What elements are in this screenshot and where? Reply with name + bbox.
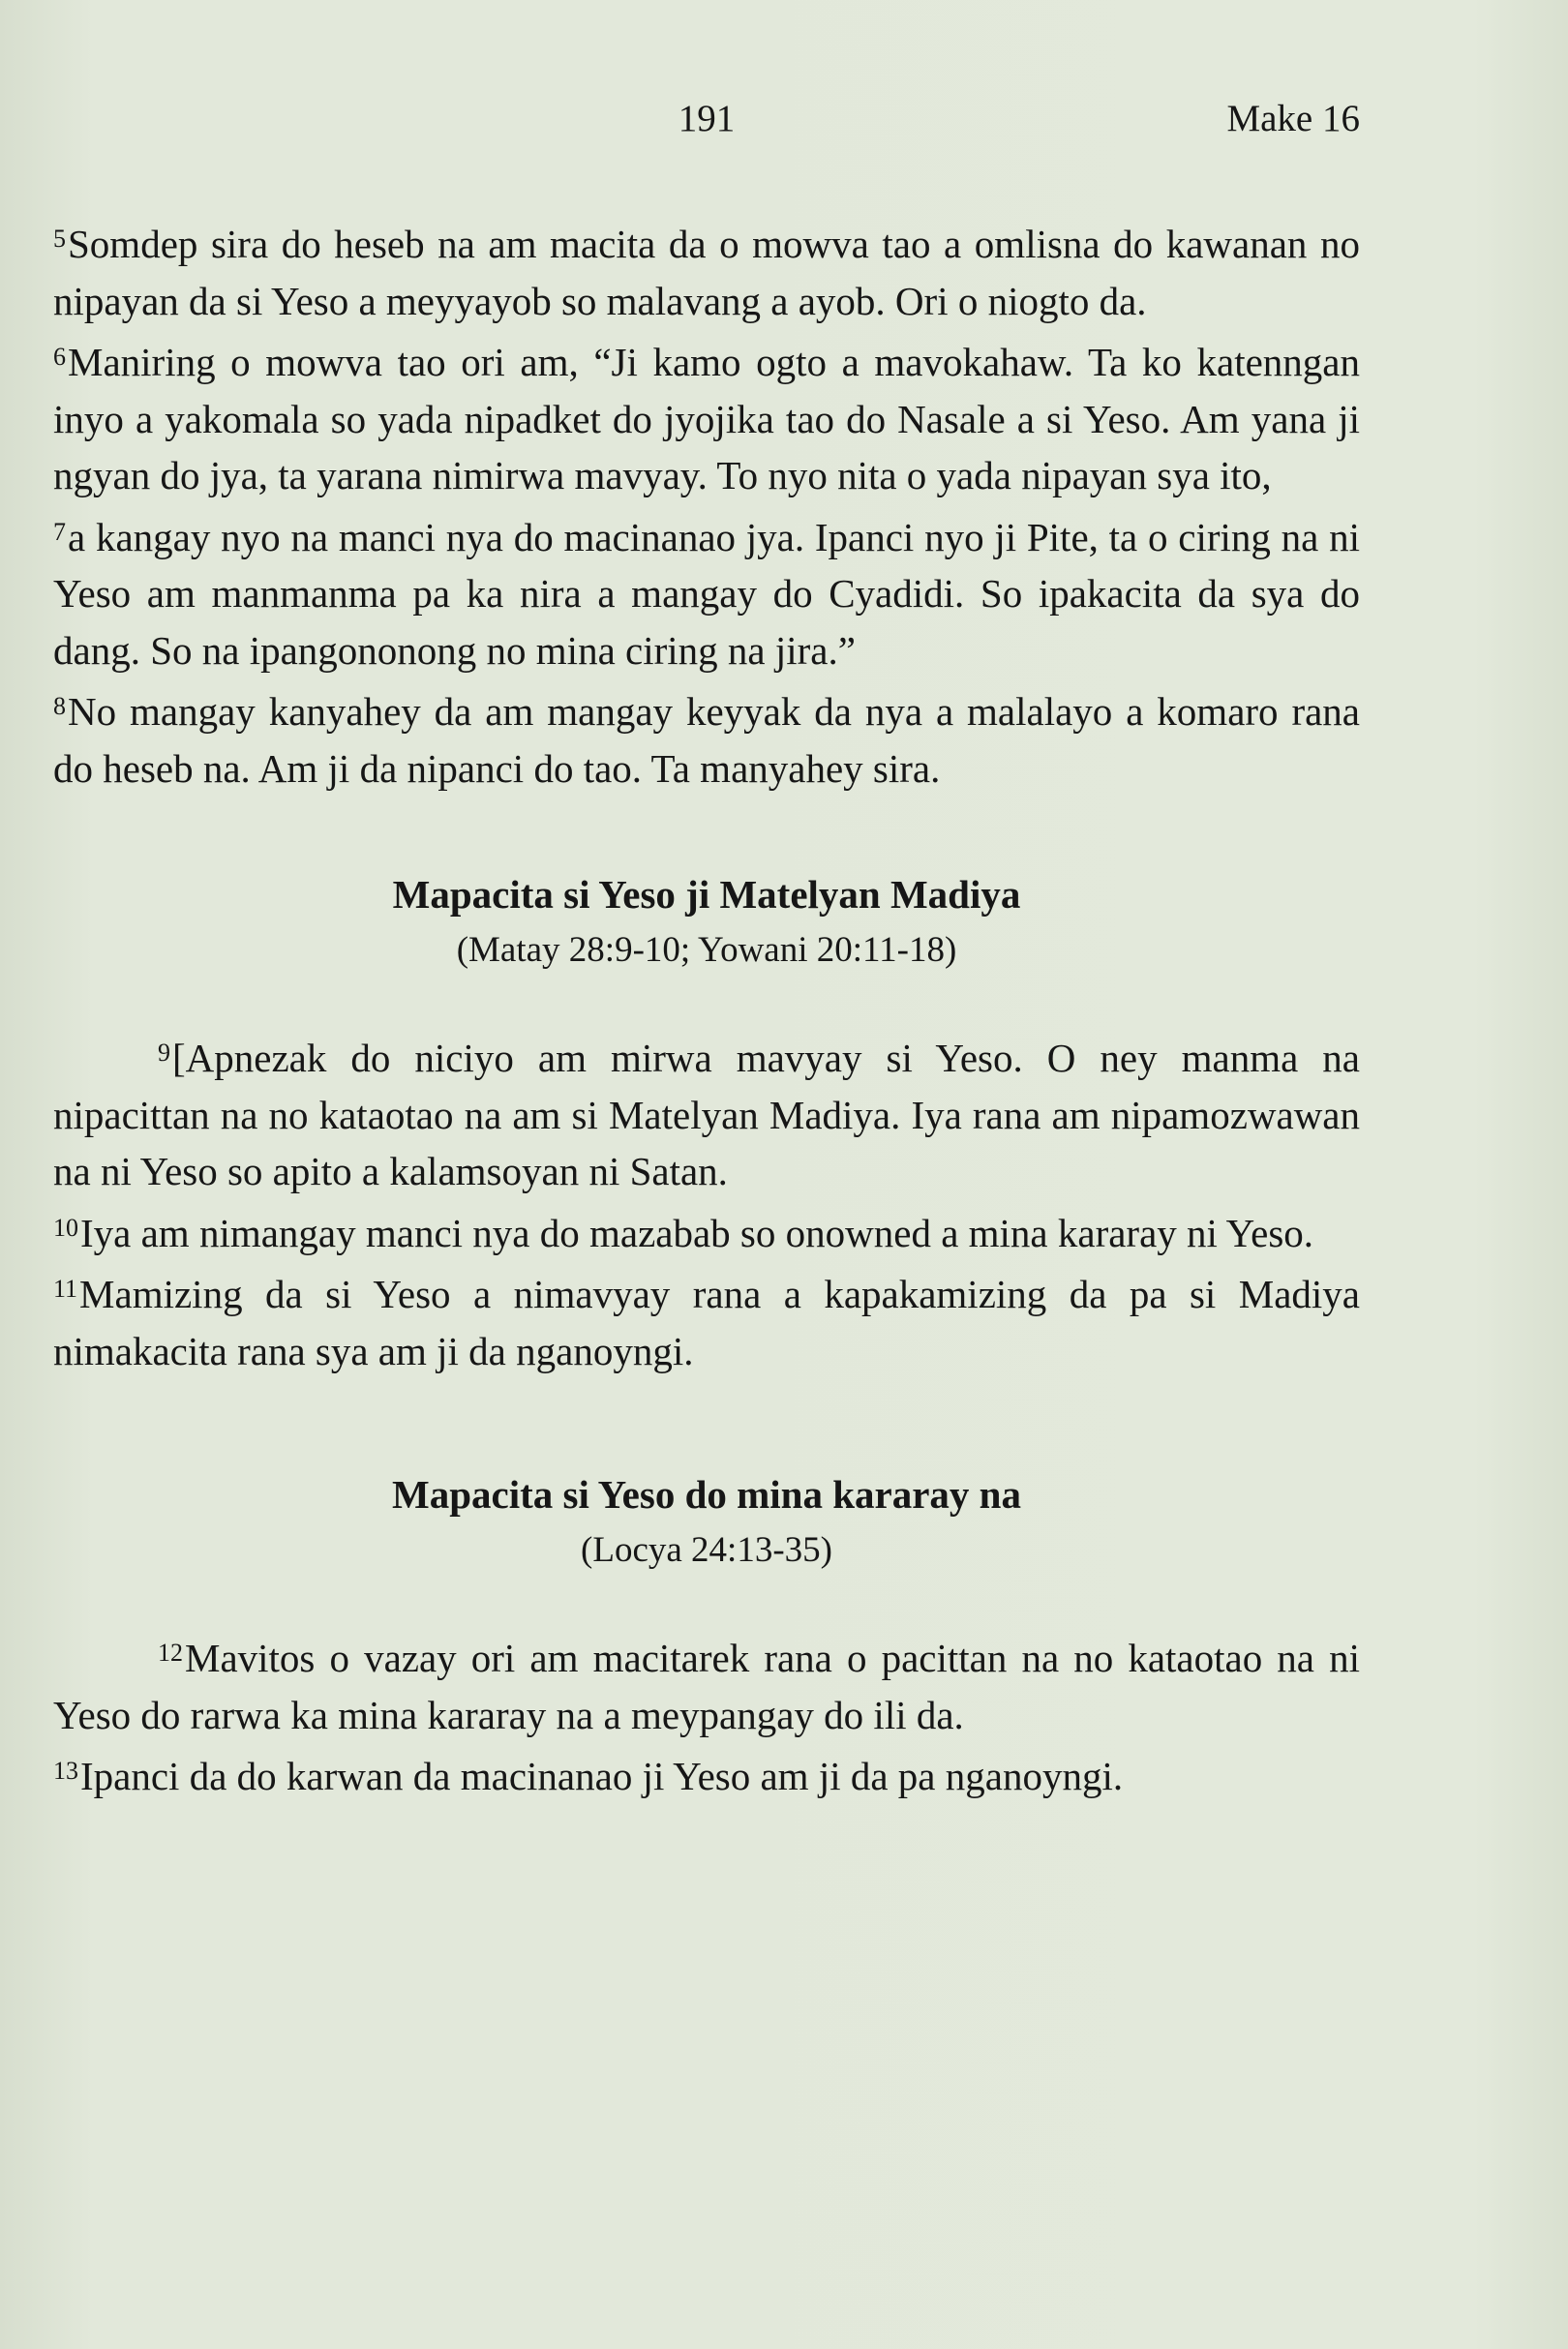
section-reference: (Locya 24:13-35): [581, 1530, 832, 1570]
verse-6: [53, 329, 1360, 504]
verse-8: [53, 678, 1360, 797]
verse-9: [53, 1025, 1360, 1200]
verse-text: Mavitos o vazay ori am macitarek rana o pacittan na no kataotao na ni Yeso do rarwa ka mina kararay na a meypangay do ili da.: [53, 1636, 1360, 1737]
verse-text: a kangay nyo na manci nya do macinanao jya. Ipanci nyo ji Pite, ta o ciring na ni Yeso am manmanma pa ka nira a mangay do Cyadidi. So ipakacita da sya do dang. So na ipangononong no mina ciring na jira.”: [53, 514, 1360, 673]
verse-number: 7: [53, 517, 66, 546]
verse-text: Ipanci da do karwan da macinanao ji Yeso am ji da pa nganoyngi.: [80, 1754, 1124, 1798]
page-number: 191: [678, 98, 736, 139]
chapter-text: [53, 211, 1360, 1805]
verse-number: 9: [158, 1039, 170, 1067]
section-reference: (Matay 28:9-10; Yowani 20:11-18): [456, 930, 957, 970]
verse-text: No mangay kanyahey da am mangay keyyak da nya a malalayo a komaro rana do heseb na. Am ji da nipanci do tao. Ta manyahey sira.: [53, 689, 1360, 791]
verse-number: 12: [158, 1639, 183, 1667]
verse-number: 5: [53, 225, 66, 253]
verse-text: Iya am nimangay manci nya do mazabab so onowned a mina kararay ni Yeso.: [80, 1210, 1314, 1255]
verse-10: [53, 1200, 1360, 1262]
section-heading: Mapacita si Yeso do mina kararay na: [392, 1472, 1021, 1517]
verse-number: 11: [53, 1275, 78, 1303]
section-heading: Mapacita si Yeso ji Matelyan Madiya: [392, 872, 1021, 917]
verse-text: [Apnezak do niciyo am mirwa mavyay si Yeso. O ney manma na nipacittan na no kataotao na am si Matelyan Madiya. Iya rana am nipamozwawan na ni Yeso so apito a kalamsoyan ni Satan.: [53, 1036, 1360, 1193]
verse-number: 8: [53, 692, 66, 720]
verse-text: Somdep sira do heseb na am macita da o mowva tao a omlisna do kawanan no nipayan da si Yeso a meyyayob so malavang a ayob. Ori o niogto da.: [53, 222, 1360, 323]
verse-number: 10: [53, 1213, 78, 1242]
page-header: [53, 97, 1360, 155]
verse-7: [53, 504, 1360, 679]
verse-number: 6: [53, 343, 66, 371]
verse-11: [53, 1261, 1360, 1379]
running-head: Make 16: [1226, 98, 1360, 139]
verse-number: 13: [53, 1757, 78, 1785]
verse-13: [53, 1743, 1360, 1805]
verse-text: Mamizing da si Yeso a nimavyay rana a kapakamizing da pa si Madiya nimakacita rana sya am ji da nganoyngi.: [53, 1272, 1360, 1373]
verse-text: Maniring o mowva tao ori am, “Ji kamo ogto a mavokahaw. Ta ko katenngan inyo a yakomala so yada nipadket do jyojika tao do Nasale a si Yeso. Am yana ji ngyan do jya, ta yarana nimirwa mavyay. To nyo nita o yada nipayan sya ito,: [53, 340, 1360, 497]
verse-12: [53, 1625, 1360, 1743]
verse-5: [53, 211, 1360, 329]
